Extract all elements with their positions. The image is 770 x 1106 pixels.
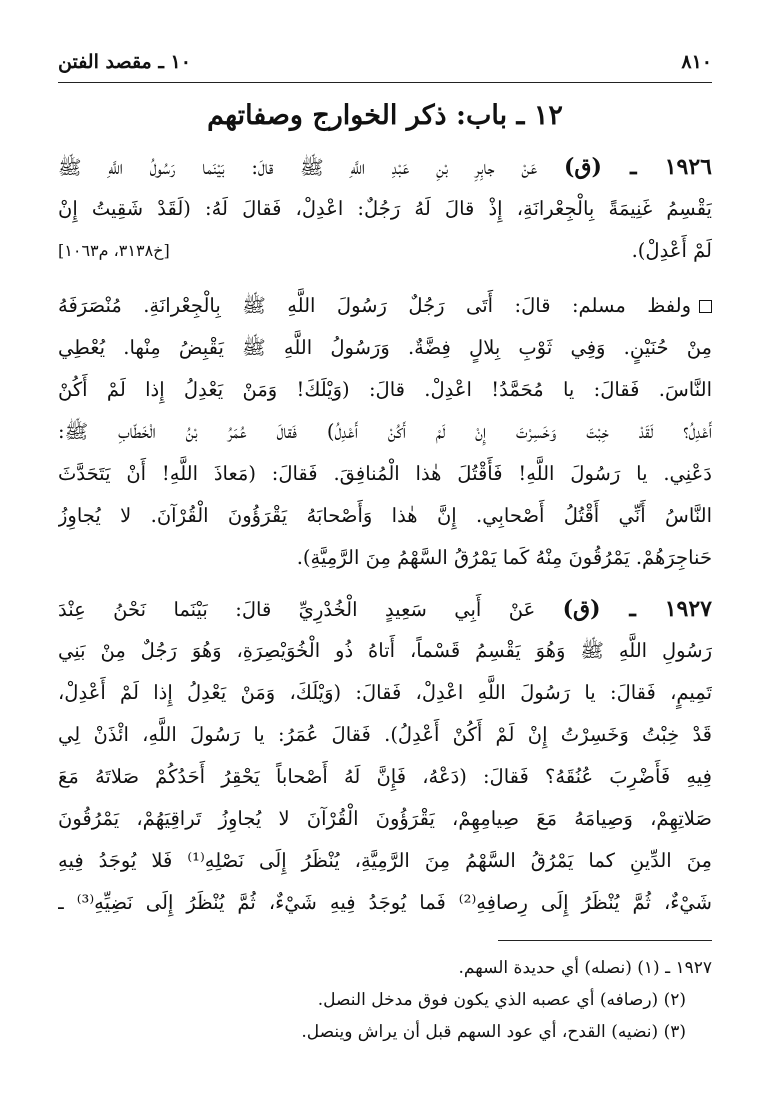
text-line: النَّاسَ. فَقالَ: يا مُحَمَّدُ! اعْدِلْ. قالَ: (وَيْلَكَ! وَمَنْ يَعْدِلُ إِذا لَمْ أَكُنْ — [58, 378, 712, 401]
hadith-1926 — [58, 146, 712, 272]
hadith-line: تَمِيمٍ، فَقالَ: يا رَسُولَ اللَّهِ اعْدِلْ، فَقالَ: (وَيْلَكَ، وَمَنْ يَعْدِلُ إِذا لَمْ أَعْدِلْ، — [58, 681, 712, 704]
hadith-line: قَدْ خِبْتُ وَخَسِرْتُ إِنْ لَمْ أَكُنْ أَعْدِلُ). فَقالَ عُمَرُ: يا رَسُولَ اللَّهِ، ائْذَنْ لِي — [58, 723, 712, 746]
hadith-number: ١٩٢٧ ـ (ق) — [562, 596, 712, 622]
running-header — [58, 44, 712, 80]
source-citation: [خ٣١٣٨، م١٠٦٣] — [58, 241, 170, 260]
hadith-line: شَيْءٌ، ثُمَّ يُنْظَرُ إِلَى رِصافِهِ⁽²⁾ فَما يُوجَدُ فِيهِ شَيْءٌ، ثُمَّ يُنْظَرُ إِلَى نَضِيِّهِ⁽³⁾ ـ — [58, 891, 712, 914]
hadith-line: صَلاتِهِمْ، وَصِيامَهُ مَعَ صِيامِهِمْ، يَقْرَؤُونَ الْقُرْآنَ لا يُجاوِزُ تَراقِيَهُمْ، يَمْرُقُونَ — [58, 807, 712, 830]
hadith-line: ١٩٢٦ ـ (ق) عَنْ جابِرِ بْنِ عَبْدِ اللَّهِ ﷺ قالَ: بَيْنَما رَسُولُ اللَّهِ ﷺ — [58, 154, 712, 180]
hadith-line: لَمْ أَعْدِلْ). — [631, 239, 712, 262]
square-bullet-icon — [699, 300, 712, 313]
text-line: مِنْ حُنَيْنٍ. وَفِي ثَوْبِ بِلالٍ فِضَّةٌ. وَرَسُولُ اللَّهِ ﷺ يَقْبِضُ مِنْها. يُعْطِي — [58, 336, 712, 359]
text-line: دَعْنِي. يا رَسُولَ اللَّهِ! فَأَقْتُلَ هٰذا الْمُنافِقَ. فَقالَ: (مَعاذَ اللَّهِ! أَنْ يَتَحَدَّثَ — [58, 462, 712, 485]
footnotes — [58, 952, 712, 1048]
hadith-line: فِيهِ فَأَضْرِبَ عُنُقَهُ؟ فَقالَ: (دَعْهُ، فَإِنَّ لَهُ أَصْحاباً يَحْقِرُ أَحَدُكُمْ صَلاتَهُ مَعَ — [58, 765, 712, 788]
footnote: ١٩٢٧ ـ (١) (نصله) أي حديدة السهم. — [458, 958, 712, 978]
hadith-line-with-citation — [58, 230, 712, 272]
hadith-line: ١٩٢٧ ـ (ق) عَنْ أَبِي سَعِيدٍ الْخُدْرِيِّ قالَ: بَيْنَما نَحْنُ عِنْدَ — [58, 596, 712, 622]
header-divider — [58, 82, 712, 83]
hadith-line: يَقْسِمُ غَنِيمَةً بِالْجِعْرانَةِ، إِذْ قالَ لَهُ رَجُلٌ: اعْدِلْ، فَقالَ لَهُ: (لَقَدْ شَقِيتُ إِنْ — [58, 197, 712, 220]
text-line: ولفظ مسلم: قالَ: أَتَى رَجُلٌ رَسُولَ اللَّهِ ﷺ بِالْجِعْرانَةِ. مُنْصَرَفَهُ — [58, 285, 712, 327]
text-line: حَناجِرَهُمْ. يَمْرُقُونَ مِنْهُ كَما يَمْرُقُ السَّهْمُ مِنَ الرَّمِيَّةِ). — [296, 546, 712, 569]
footnote: (٢) (رصافه) أي عصبه الذي يكون فوق مدخل النصل. — [317, 990, 686, 1010]
footnote-divider — [498, 940, 712, 941]
text-line: النَّاسُ أَنِّي أَقْتُلُ أَصْحابِي. إِنَّ هٰذا وَأَصْحابَهُ يَقْرَؤُونَ الْقُرْآنَ. لا يُجاوِزُ — [58, 504, 712, 527]
page-number: ٨١٠ — [681, 51, 712, 73]
hadith-line: رَسُولِ اللَّهِ ﷺ وَهُوَ يَقْسِمُ قَسْماً، أَتاهُ ذُو الْخُوَيْصِرَةِ، وَهُوَ رَجُلٌ مِنْ بَنِي — [58, 639, 712, 662]
hadith-number: ١٩٢٦ ـ (ق) — [564, 154, 712, 180]
footnote: (٣) (نضيه) القدح، أي عود السهم قبل أن يراش وينصل. — [301, 1022, 686, 1042]
section-title: ١٠ ـ مقصد الفتن — [58, 51, 191, 73]
muslim-version — [58, 285, 712, 579]
hadith-line: مِنَ الدِّينِ كما يَمْرُقُ السَّهْمُ مِنَ الرَّمِيَّةِ، يُنْظَرُ إِلَى نَصْلِهِ⁽¹⁾ فَلا يُوجَدُ فِيهِ — [58, 849, 712, 872]
text-line: أَعْدِلُ؟ لَقَدْ خِبْتَ وَخَسِرْتَ إِنْ لَمْ أَكُنْ أَعْدِلُ) فَقالَ عُمَرُ بْنُ الْخَطّابِ ﷺ: — [58, 420, 712, 443]
chapter-title: ١٢ ـ باب: ذكر الخوارج وصفاتهم — [207, 100, 563, 131]
hadith-1927 — [58, 588, 712, 924]
